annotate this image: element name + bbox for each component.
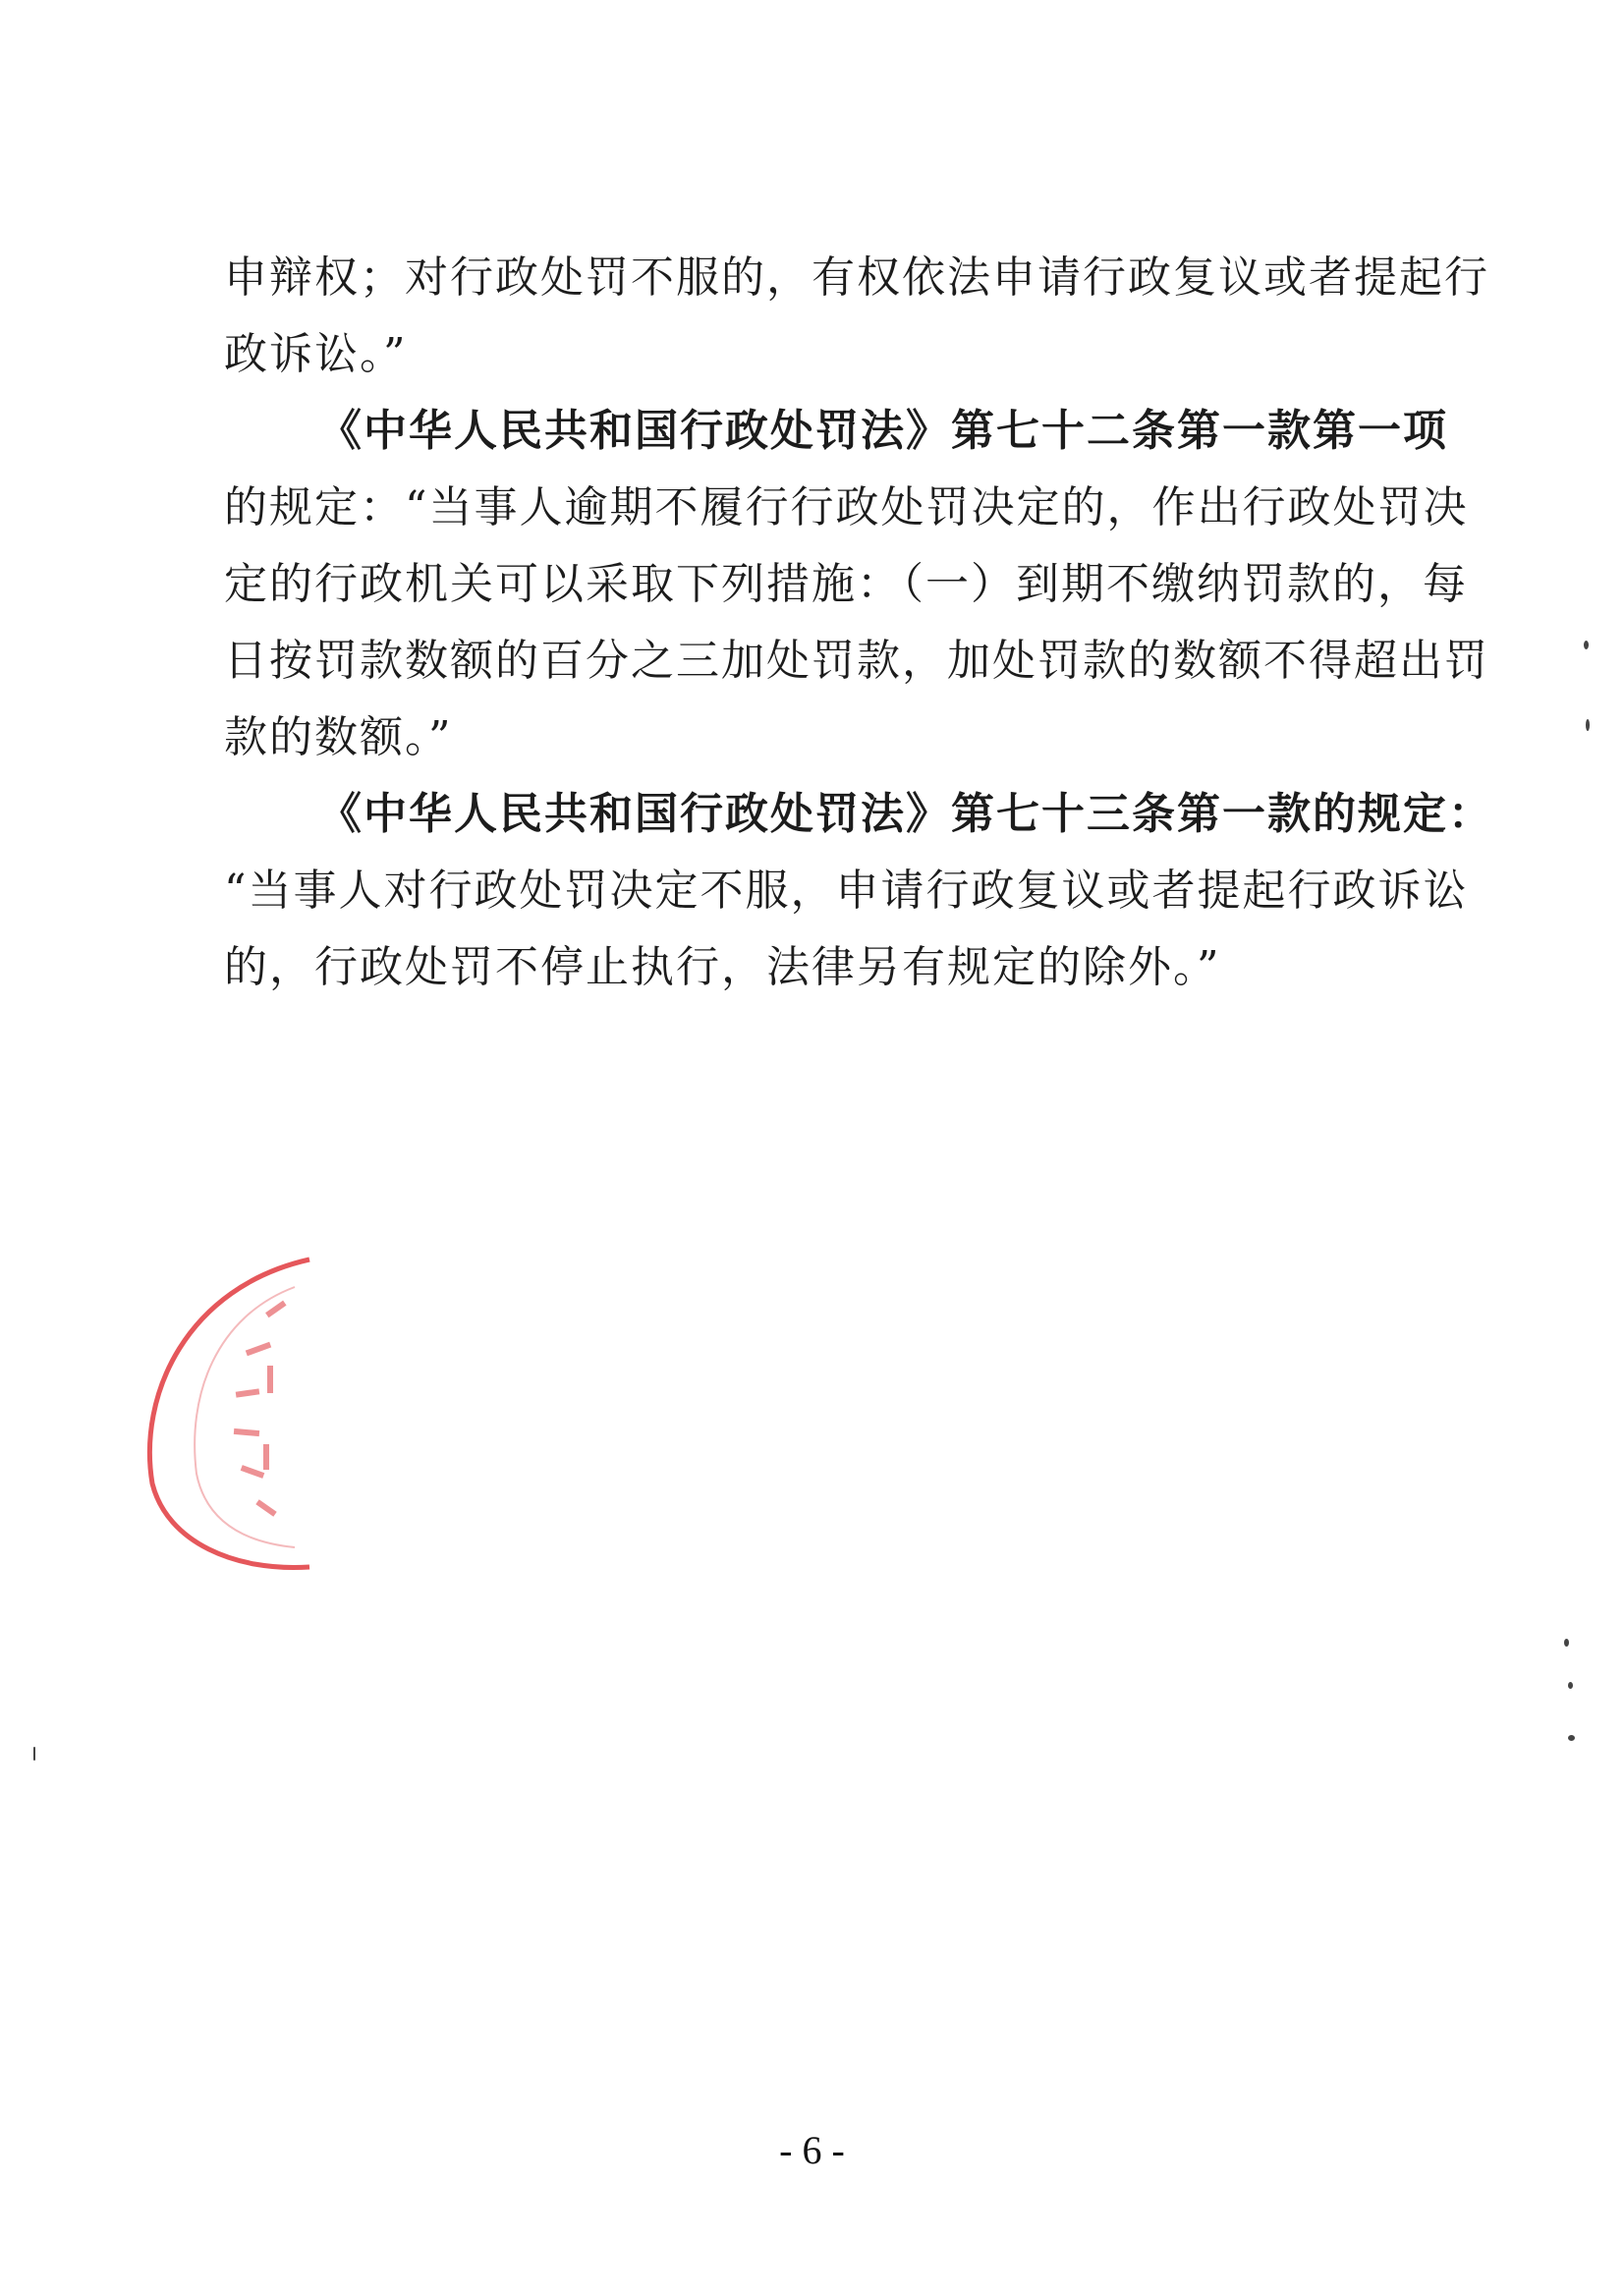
text-line-9: “当事人对行政处罚决定不服，申请行政复议或者提起行政诉讼 (224, 866, 1469, 916)
text-line-3-article-72-heading: 《中华人民共和国行政处罚法》第七十二条第一款第一项 (318, 406, 1448, 456)
scan-speck (1584, 641, 1589, 649)
scan-speck (33, 1747, 35, 1761)
text-line-4: 的规定：“当事人逾期不履行行政处罚决定的，作出行政处罚决 (224, 482, 1469, 532)
text-line-6: 日按罚款数额的百分之三加处罚款，加处罚款的数额不得超出罚 (224, 636, 1489, 686)
text-line-2: 政诉讼。” (224, 329, 408, 379)
scan-speck (1568, 1682, 1573, 1689)
text-line-10: 的，行政处罚不停止执行，法律另有规定的除外。” (224, 942, 1221, 992)
text-line-8-article-73-heading: 《中华人民共和国行政处罚法》第七十三条第一款的规定： (318, 789, 1493, 839)
text-line-1: 申辩权；对行政处罚不服的，有权依法申请行政复议或者提起行 (224, 252, 1489, 303)
official-seal-icon (98, 1248, 354, 1582)
scan-speck (1568, 1735, 1575, 1741)
text-line-7: 款的数额。” (224, 712, 453, 762)
document-body (224, 240, 1493, 1006)
scan-speck (1586, 719, 1590, 731)
page-number: - 6 - (779, 2128, 845, 2172)
scan-speck (1564, 1639, 1569, 1647)
text-line-5: 定的行政机关可以采取下列措施：（一）到期不缴纳罚款的，每 (224, 559, 1468, 609)
